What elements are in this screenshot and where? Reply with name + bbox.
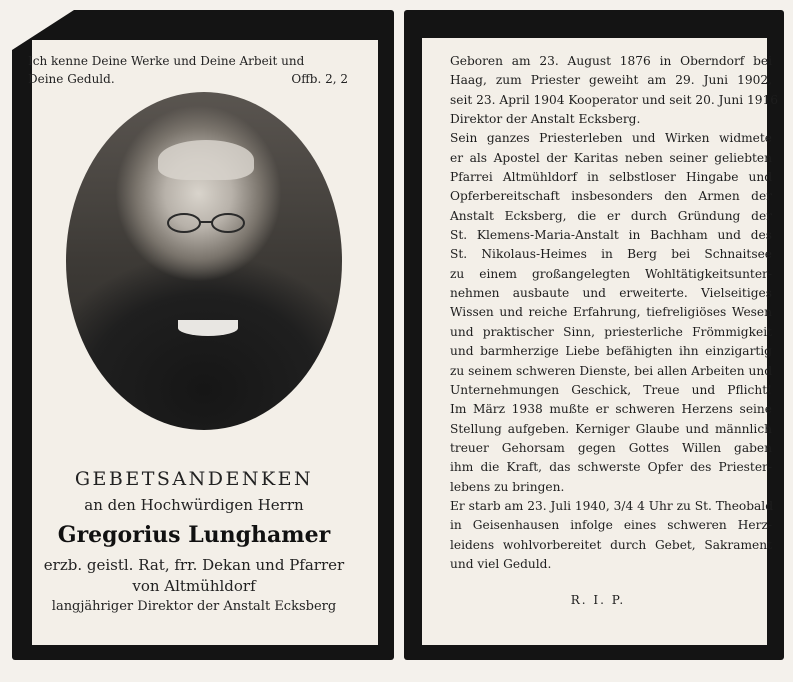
- bio-line: Opferbereitschaft insbesonders den Armen der: [450, 189, 772, 204]
- portrait-hair: [158, 140, 254, 180]
- memorial-heading: GEBETSANDENKEN: [74, 468, 314, 490]
- rip-text: R. I. P.: [570, 593, 626, 607]
- quote-reference: Offb. 2, 2: [291, 72, 348, 86]
- bio-line: seit 23. April 1904 Kooperator und seit 20. Juni 1916: [450, 92, 779, 107]
- bio-line: Im März 1938 mußte er schweren Herzens seine: [450, 402, 772, 417]
- bio-line: nehmen ausbaute und erweiterte. Vielseitiges: [450, 286, 772, 301]
- deceased-name: Gregorius Lunghamer: [57, 522, 331, 548]
- dedication-line: an den Hochwürdigen Herrn: [84, 496, 304, 514]
- bio-line: Er starb am 23. Juli 1940, 3/4 4 Uhr zu St. Theobald: [450, 498, 774, 513]
- bio-line: Wissen und reiche Erfahrung, tiefreligiöses Wesen: [450, 305, 772, 320]
- portrait-photo: [66, 92, 342, 430]
- bio-line: zu einem großangelegten Wohltätigkeitsunter-: [450, 266, 772, 281]
- bio-line: und barmherzige Liebe befähigten ihn einzigartig: [450, 344, 772, 359]
- bio-line: St. Klemens-Maria-Anstalt in Bachham und des: [450, 228, 772, 243]
- bio-line: Anstalt Ecksberg, die er durch Gründung der: [450, 208, 772, 223]
- bio-line: zu seinem schweren Dienste, bei allen Arbeiten und: [450, 363, 772, 378]
- title-line: erzb. geistl. Rat, frr. Dekan und Pfarrer: [43, 556, 345, 574]
- bio-line: treuer Gehorsam gegen Gottes Willen gaben: [450, 440, 772, 455]
- bio-line: Direktor der Anstalt Ecksberg.: [450, 112, 641, 127]
- bio-line: lebens zu bringen.: [450, 479, 565, 494]
- quote-line-1: Ich kenne Deine Werke und Deine Arbeit und: [28, 54, 305, 68]
- bible-quote: [28, 52, 348, 88]
- bio-line: St. Nikolaus-Heimes in Berg bei Schnaitsee: [450, 247, 772, 262]
- director-line: langjähriger Direktor der Anstalt Ecksberg: [51, 599, 337, 614]
- portrait-collar: [178, 320, 238, 336]
- bio-line: Stellung aufgeben. Kerniger Glaube und männlich: [450, 421, 772, 436]
- parish-line: von Altmühldorf: [132, 577, 256, 595]
- bio-line: Haag, zum Priester geweiht am 29. Juni 1902,: [450, 73, 772, 88]
- torn-corner: [12, 10, 74, 50]
- bio-line: Pfarrei Altmühldorf in selbstloser Hingabe und: [450, 170, 772, 185]
- bio-line: und viel Geduld.: [450, 556, 552, 571]
- bio-line: Sein ganzes Priesterleben und Wirken widmete: [450, 131, 772, 146]
- bio-line: Unternehmungen Geschick, Treue und Pflicht!: [450, 382, 772, 397]
- bio-line: Geboren am 23. August 1876 in Oberndorf bei: [450, 54, 772, 68]
- bio-line: und praktischer Sinn, priesterliche Frömmigkeit: [450, 324, 772, 339]
- bio-line: leidens wohlvorbereitet durch Gebet, Sakrament: [450, 537, 772, 552]
- bio-line: ihm die Kraft, das schwerste Opfer des Priester-: [450, 460, 772, 475]
- bio-line: er als Apostel der Karitas neben seiner geliebten: [450, 150, 772, 165]
- bio-line: in Geisenhausen infolge eines schweren Herz-: [450, 518, 772, 533]
- portrait-glasses: [162, 212, 252, 234]
- biography-text: [450, 52, 779, 574]
- quote-line-2: Deine Geduld.: [28, 72, 115, 86]
